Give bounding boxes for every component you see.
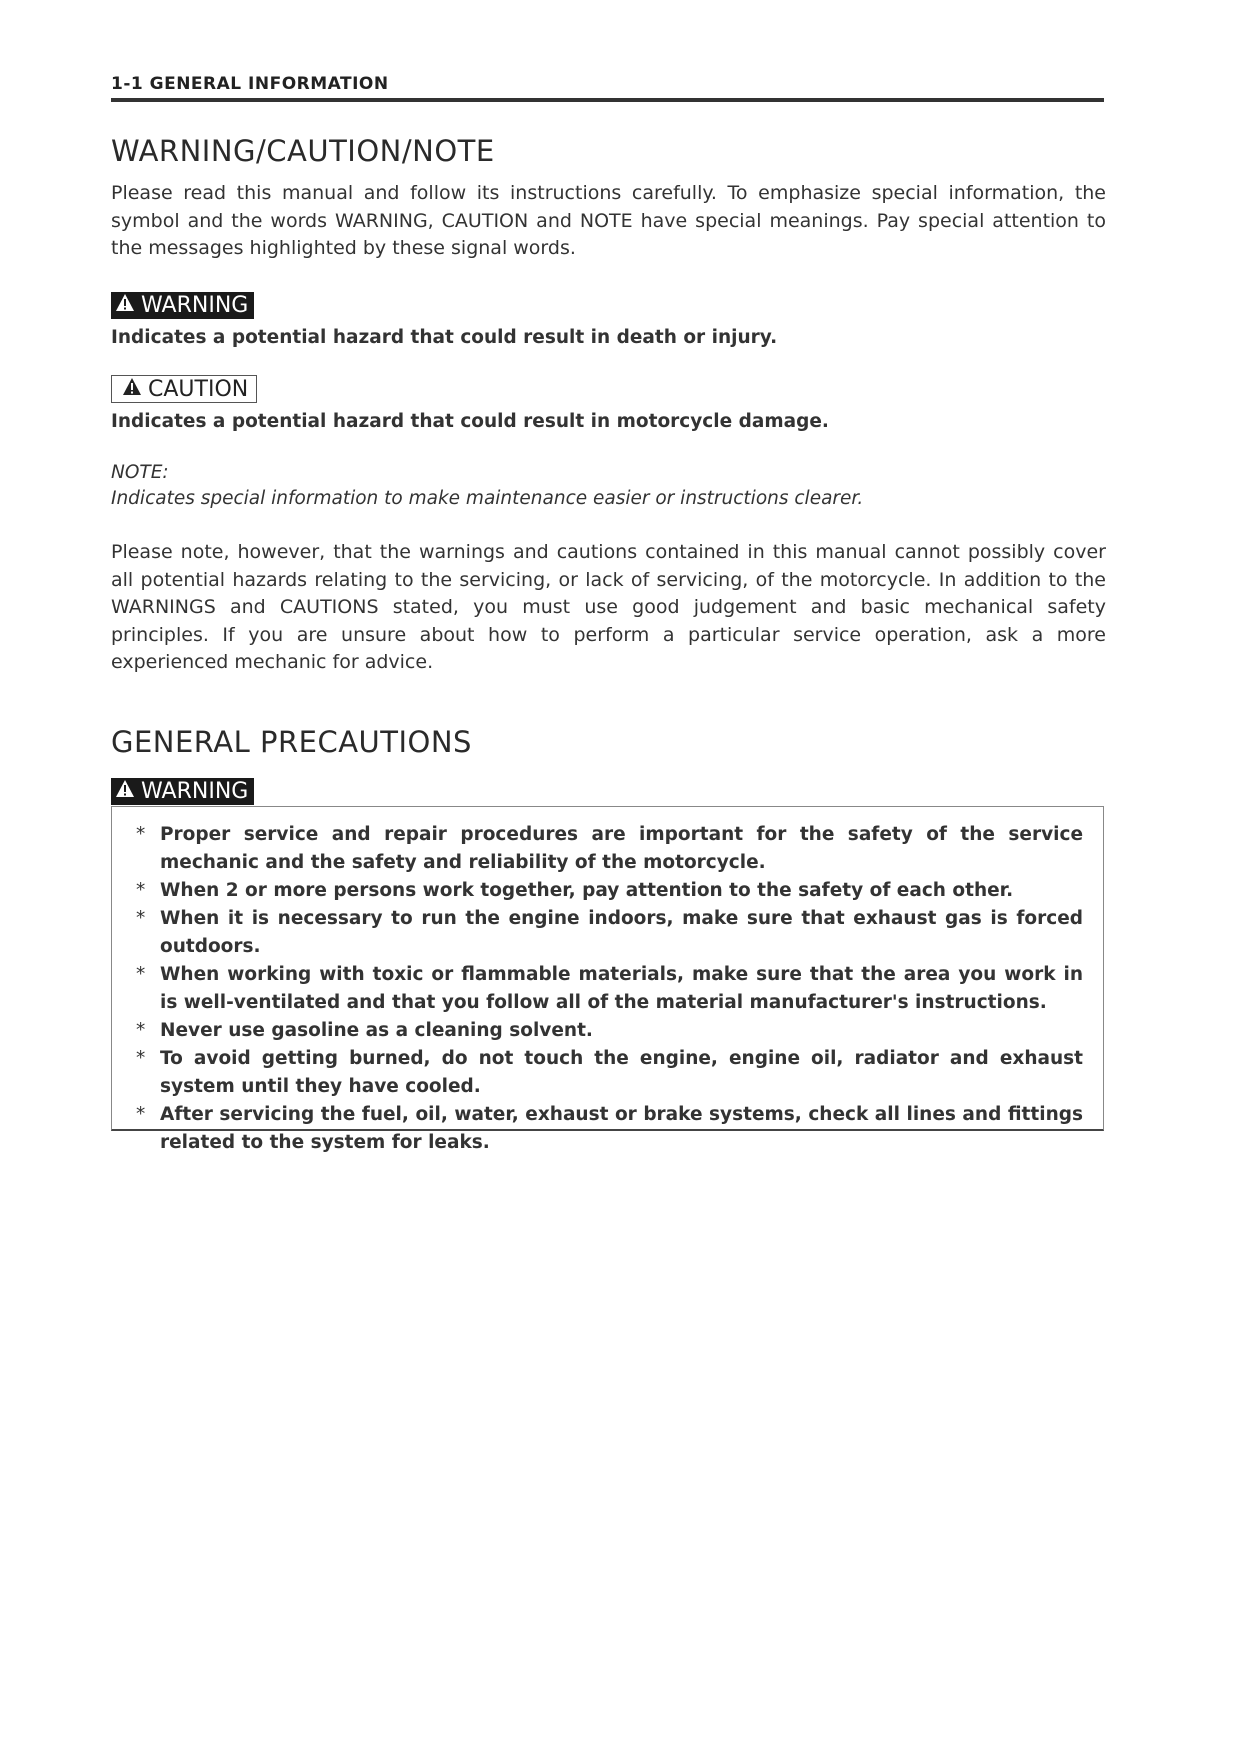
precaution-text: When working with toxic or flammable materials, make sure that the area you work in is well-ventilated and that you follow all of the material manufacturer's instructions. [160,964,1083,1013]
note-label: NOTE: [111,462,169,483]
section-title-general-precautions: GENERAL PRECAUTIONS [111,725,472,759]
precaution-text: Proper service and repair procedures are important for the safety of the service mechanic and the safety and reliability of the motorcycle. [160,824,1083,873]
bullet-asterisk: * [136,964,146,985]
precaution-item [112,1017,1083,1045]
bullet-asterisk: * [136,1048,146,1069]
bullet-asterisk: * [136,880,146,901]
intro-paragraph: Please read this manual and follow its instructions carefully. To emphasize special information, the symbol and the words WARNING, CAUTION and NOTE have special meanings. Pay special attention to the messages highlighted by these signal words. [111,182,1106,259]
warning-badge-label: WARNING [141,779,249,804]
warning-badge [111,292,254,319]
warning-triangle-icon [115,293,135,318]
precaution-item [112,1101,1083,1157]
note-definition: Indicates special information to make maintenance easier or instructions clearer. [111,488,864,509]
precaution-item [112,905,1083,961]
closing-paragraph: Please note, however, that the warnings and cautions contained in this manual cannot possibly cover all potential hazards relating to the servicing, or lack of servicing, of the motorcycle. In addition to the WARNINGS and CAUTIONS stated, you must use good judgement and basic mechanical safety principles. If you are unsure about how to perform a particular service operation, ask a more experienced mechanic for advice. [111,541,1106,673]
precautions-warning-badge [111,778,254,805]
precaution-item [112,961,1083,1017]
precautions-list [112,807,1103,1157]
precaution-text: After servicing the fuel, oil, water, exhaust or brake systems, check all lines and fittings related to the system for leaks. [160,1104,1083,1153]
precaution-text: When it is necessary to run the engine indoors, make sure that exhaust gas is forced outdoors. [160,908,1083,957]
precaution-text: To avoid getting burned, do not touch the engine, engine oil, radiator and exhaust system until they have cooled. [160,1048,1083,1097]
warning-triangle-icon [115,779,135,804]
precaution-item [112,877,1083,905]
caution-badge-label: CAUTION [148,376,249,402]
bullet-asterisk: * [136,1104,146,1125]
bullet-asterisk: * [136,1020,146,1041]
precaution-item [112,1045,1083,1101]
precaution-item [112,821,1083,877]
caution-triangle-icon [122,377,142,402]
warning-badge-label: WARNING [141,293,249,318]
section-title-warning-caution-note: WARNING/CAUTION/NOTE [111,134,495,168]
bullet-asterisk: * [136,908,146,929]
warning-definition: Indicates a potential hazard that could result in death or injury. [111,327,778,348]
precaution-text: Never use gasoline as a cleaning solvent. [160,1020,593,1041]
precaution-text: When 2 or more persons work together, pay attention to the safety of each other. [160,880,1014,901]
bullet-asterisk: * [136,824,146,845]
precautions-box [111,806,1104,1153]
caution-badge [111,375,257,403]
running-header: 1-1 GENERAL INFORMATION [111,74,389,94]
caution-definition: Indicates a potential hazard that could result in motorcycle damage. [111,411,829,432]
header-rule [111,98,1104,102]
